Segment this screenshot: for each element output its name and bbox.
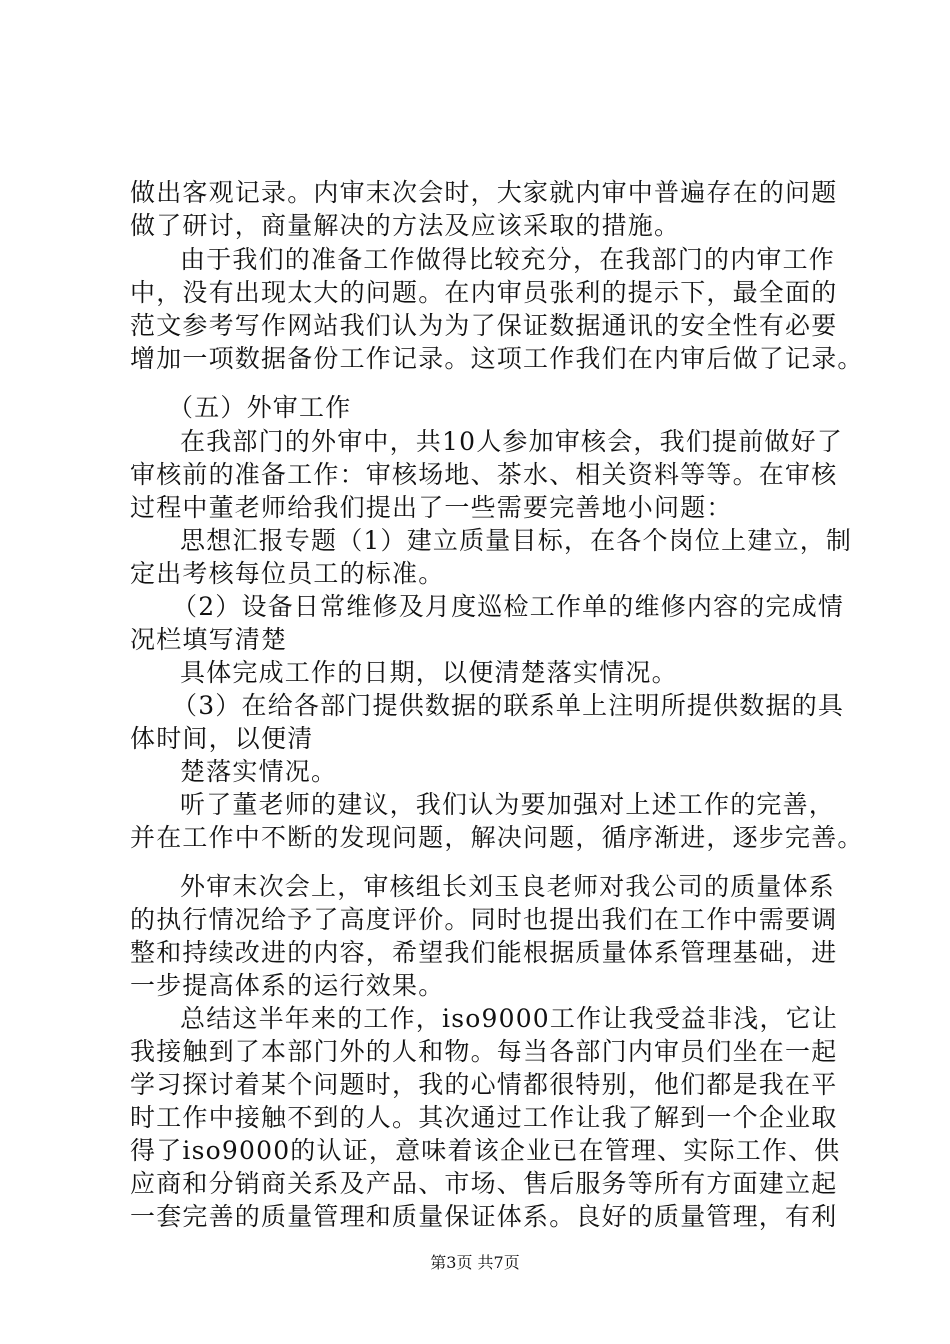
text-line: 增加一项数据备份工作记录。这项工作我们在内审后做了记录。 [130, 344, 864, 373]
text-line: 楚落实情况。 [180, 757, 338, 786]
text-line: 在我部门的外审中，共10人参加审核会，我们提前做好了 [180, 427, 844, 456]
section-heading: （五）外审工作 [168, 393, 352, 422]
text-line: 一套完善的质量管理和质量保证体系。良好的质量管理，有利 [130, 1202, 838, 1231]
text-line: 范文参考写作网站我们认为为了保证数据通讯的安全性有必要 [130, 311, 838, 340]
text-line: 体时间，以便清 [130, 724, 314, 753]
text-line: 总结这半年来的工作，iso9000工作让我受益非浅，它让 [180, 1004, 839, 1033]
text-line: 并在工作中不断的发现问题，解决问题，循序渐进，逐步完善。 [130, 823, 864, 852]
text-line: 况栏填写清楚 [130, 625, 288, 654]
text-line: 整和持续改进的内容，希望我们能根据质量体系管理基础，进 [130, 938, 838, 967]
text-line: 过程中董老师给我们提出了一些需要完善地小问题： [130, 493, 733, 522]
text-line: 审核前的准备工作：审核场地、茶水、相关资料等等。在审核 [130, 460, 838, 489]
text-line: 外审末次会上，审核组长刘玉良老师对我公司的质量体系 [180, 872, 836, 901]
text-line: 由于我们的准备工作做得比较充分，在我部门的内审工作 [180, 245, 836, 274]
text-line: 学习探讨着某个问题时，我的心情都很特别，他们都是我在平 [130, 1070, 838, 1099]
page-number-footer: 第3页 共7页 [430, 1253, 520, 1272]
text-line: 做出客观记录。内审末次会时，大家就内审中普遍存在的问题 [130, 178, 838, 207]
text-line: （2）设备日常维修及月度巡检工作单的维修内容的完成情 [172, 592, 845, 621]
text-line: 听了董老师的建议，我们认为要加强对上述工作的完善， [180, 790, 836, 819]
text-line: 一步提高体系的运行效果。 [130, 971, 445, 1000]
text-line: 思想汇报专题（1）建立质量目标，在各个岗位上建立，制 [180, 526, 853, 555]
text-line: 应商和分销商关系及产品、市场、售后服务等所有方面建立起 [130, 1169, 838, 1198]
text-line: 时工作中接触不到的人。其次通过工作让我了解到一个企业取 [130, 1103, 838, 1132]
text-line: 得了iso9000的认证，意味着该企业已在管理、实际工作、供 [130, 1136, 841, 1165]
text-line: 的执行情况给予了高度评价。同时也提出我们在工作中需要调 [130, 905, 838, 934]
text-line: 定出考核每位员工的标准。 [130, 559, 445, 588]
text-line: 做了研讨，商量解决的方法及应该采取的措施。 [130, 211, 681, 240]
text-line: （3）在给各部门提供数据的联系单上注明所提供数据的具 [172, 691, 845, 720]
text-line: 我接触到了本部门外的人和物。每当各部门内审员们坐在一起 [130, 1037, 838, 1066]
text-line: 具体完成工作的日期，以便清楚落实情况。 [180, 658, 678, 687]
text-line: 中，没有出现太大的问题。在内审员张利的提示下，最全面的 [130, 278, 838, 307]
